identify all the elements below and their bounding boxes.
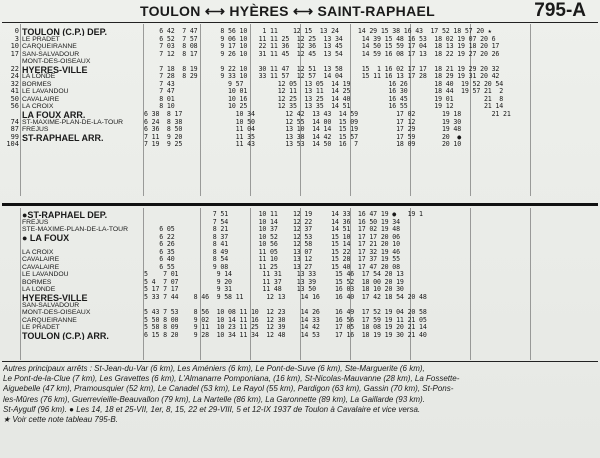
inbound-section xyxy=(0,211,600,339)
footnotes xyxy=(3,364,597,425)
timetable-row xyxy=(0,96,600,104)
departure-times: 8 01 10 16 12 25 13 25 14 40 16 45 19 01 21 8 xyxy=(144,95,504,103)
outbound-section xyxy=(0,28,600,149)
station-name: FRÉJUS xyxy=(22,126,49,134)
station-name: SAN-SALVADOUR xyxy=(22,301,80,309)
timetable-row xyxy=(0,241,600,249)
station-name: LA FOUX ARR. xyxy=(22,111,86,120)
departure-times: 5 33 7 44 8 46 9 58 11 12 13 14 16 16 40 17 42 18 54 20 48 xyxy=(144,294,427,302)
timetable-row xyxy=(0,219,600,227)
departure-times: 6 15 8 20 9 28 10 34 11 34 12 48 14 53 17 16 18 19 19 30 21 40 xyxy=(144,331,427,339)
timetable-row xyxy=(0,81,600,89)
departure-times: 7 19 9 25 11 43 13 53 14 50 16 7 18 09 20 10 xyxy=(144,141,500,149)
footnote-line: Autres principaux arrêts : St-Jean-du-Var (6 km), Les Améniers (6 km), Le Pont-de-Suve (6 km), Ste-Marguerite (6 km), xyxy=(3,364,425,373)
timetable-row xyxy=(0,324,600,332)
station-name: TOULON (C.P.) DÉP. xyxy=(22,28,108,36)
departure-times: 5 7 01 9 14 11 31 13 33 15 46 17 54 20 13 xyxy=(144,271,427,279)
departure-times: 6 40 8 54 11 10 13 12 15 28 17 37 19 55 xyxy=(144,256,423,264)
station-name: BORMES xyxy=(22,278,52,286)
timetable-row xyxy=(0,141,600,149)
top-rule xyxy=(2,22,598,23)
timetable-row xyxy=(0,279,600,287)
station-name: LA CROIX xyxy=(22,248,54,256)
timetable-row xyxy=(0,51,600,59)
footnote-line: Aiguebelle (47 km), Pramousquier (52 km), Le Canadel (53 km), Le Rayol (55 km), Pardigon (63 km), Gassin (70 km), St-Pons- xyxy=(3,384,454,394)
timetable-row xyxy=(0,286,600,294)
km-cell: 24 xyxy=(10,72,19,81)
km-cell: 22 xyxy=(10,64,19,73)
station-name: HYÈRES-VILLE xyxy=(22,65,88,74)
departure-times xyxy=(144,302,596,310)
km-cell: 41 xyxy=(10,87,19,96)
timetable-row xyxy=(0,73,600,81)
departure-times: 6 36 8 50 11 04 13 10 14 14 15 19 17 29 19 48 xyxy=(144,126,500,134)
departure-times: 7 51 10 11 12 19 14 33 16 47 19 ● 19 1 xyxy=(144,211,423,218)
km-cell: 104 xyxy=(6,140,19,149)
station-name: CAVALAIRE xyxy=(22,256,60,264)
timetable-row xyxy=(0,226,600,234)
departure-times: 7 18 8 19 9 22 10 30 11 47 12 51 13 58 15 1 16 02 17 17 18 21 19 29 20 32 xyxy=(144,65,500,73)
departure-times: 5 58 8 09 9 11 10 23 11 25 12 39 14 42 17 05 18 08 19 20 21 14 xyxy=(144,324,427,332)
station-name: ● LA FOUX xyxy=(22,233,70,242)
station-name: CARQUEIRANNE xyxy=(22,43,77,51)
station-name: LA LONDE xyxy=(22,286,56,294)
timetable-row xyxy=(0,332,600,340)
timetable-title: TOULON ⟷ HYÈRES ⟷ SAINT-RAPHAEL xyxy=(140,3,435,19)
timetable-row xyxy=(0,234,600,242)
timetable-row xyxy=(0,126,600,134)
departure-times: 7 54 10 14 12 22 14 36 16 50 19 34 xyxy=(144,218,423,226)
timetable-row xyxy=(0,58,600,66)
station-name: MONT-DES-OISEAUX xyxy=(22,58,91,66)
station-name: CAVALAIRE xyxy=(22,95,60,103)
km-cell: 3 xyxy=(14,34,19,43)
station-name: FRÉJUS xyxy=(22,218,49,226)
footnote-line: ★ Voir cette note tableau 795-B. xyxy=(3,415,118,425)
timetable-row xyxy=(0,211,600,219)
departure-times: 6 55 9 08 11 25 13 27 15 40 17 47 20 08 xyxy=(144,263,423,271)
station-name: LE PRADET xyxy=(22,324,60,332)
station-name: HYÈRES-VILLE xyxy=(22,294,88,303)
km-cell: 10 xyxy=(10,42,19,51)
timetable-row xyxy=(0,43,600,51)
station-name: MONT-DES-OISEAUX xyxy=(22,309,91,317)
departure-times: 6 38 8 17 10 34 12 42 13 43 14 59 17 02 19 18 21 21 xyxy=(144,111,511,119)
timetable-row xyxy=(0,271,600,279)
timetable-row xyxy=(0,36,600,44)
departure-times: 7 47 10 01 12 11 13 11 14 25 16 30 18 44 19 57 21 2 xyxy=(144,88,504,96)
departure-times: 5 50 8 00 9 02 10 14 11 16 12 30 14 33 16 56 17 59 19 11 21 05 xyxy=(144,316,427,324)
km-cell: 17 xyxy=(10,49,19,58)
timetable-row xyxy=(0,88,600,96)
station-name: LA CROIX xyxy=(22,103,54,111)
table-number: 795-A xyxy=(534,0,586,21)
timetable-row xyxy=(0,111,600,119)
km-cell: 0 xyxy=(14,27,19,35)
timetable-row xyxy=(0,256,600,264)
departure-times: 6 05 8 21 10 37 12 37 14 51 17 02 19 48 xyxy=(144,226,423,234)
station-name: SAN-SALVADOUR xyxy=(22,50,80,58)
departure-times: 7 28 8 29 9 33 10 33 11 57 12 57 14 04 15 11 16 13 17 28 18 29 19 31 20 42 xyxy=(144,73,500,81)
footnote-line: Le Pont-de-la-Clue (7 km), Les Gravettes (6 km), L'Almanarre Pomponiana, (16 km), St-Nicolas-Mauvanne (28 km), La Fossette- xyxy=(3,374,460,384)
km-cell: 74 xyxy=(10,117,19,126)
station-name: TOULON (C.P.) ARR. xyxy=(22,331,109,340)
km-cell: 32 xyxy=(10,79,19,88)
footnote-line: St-Aygulf (96 km). ● Les 14, 18 et 25-VII, 1er, 8, 15, 22 et 29-VIII, 5 et 12-IX 1937 de Toulon à Cavalaire et vice versa. xyxy=(3,404,421,414)
station-name: LE PRADET xyxy=(22,35,60,43)
station-name: CARQUEIRANNE xyxy=(22,316,77,324)
timetable-row xyxy=(0,309,600,317)
km-cell: 87 xyxy=(10,125,19,134)
departure-times: 7 11 9 20 11 35 13 38 14 42 15 57 17 59 20 ● xyxy=(144,133,496,141)
km-cell: 50 xyxy=(10,94,19,103)
departure-times: 6 24 8 38 10 50 12 55 14 00 15 09 17 12 19 30 xyxy=(144,118,500,126)
notes-rule xyxy=(2,361,598,362)
timetable-row xyxy=(0,264,600,272)
station-name: BORMES xyxy=(22,80,52,88)
departure-times: 5 43 7 53 8 56 10 08 11 10 12 23 14 26 16 49 17 52 19 04 20 58 xyxy=(144,309,427,317)
timetable-row xyxy=(0,249,600,257)
departure-times: 6 35 8 49 11 05 13 07 15 22 17 32 19 46 xyxy=(144,248,423,256)
departure-times: 7 43 9 57 12 05 13 05 14 19 16 26 18 40 19 52 20 54 xyxy=(144,80,504,88)
station-name: ST-MAXIME-PLAN-DE-LA-TOUR xyxy=(22,118,124,126)
station-name: LE LAVANDOU xyxy=(22,271,69,279)
station-name: ●ST-RAPHAEL DÉP. xyxy=(22,211,108,219)
departure-times: 6 26 8 41 10 56 12 58 15 14 17 21 20 10 xyxy=(144,241,423,249)
timetable-row xyxy=(0,66,600,74)
km-cell: 56 xyxy=(10,102,19,111)
footnote-line: les-Mûres (76 km), Guerrevieille-Beauvallon (79 km), La Nartelle (86 km), La Garonnette (89 km), La Gaillarde (93 km). xyxy=(3,394,425,404)
timetable-row xyxy=(0,317,600,325)
station-name: CAVALAIRE xyxy=(22,263,60,271)
km-cell: 99 xyxy=(10,132,19,141)
timetable-row xyxy=(0,294,600,302)
timetable-row xyxy=(0,119,600,127)
departure-times: 8 10 10 25 12 35 13 35 14 51 16 55 19 12 21 14 xyxy=(144,103,504,111)
station-name: LA LONDE xyxy=(22,73,56,81)
departure-times: 5 4 7 07 9 20 11 37 13 39 15 52 18 00 20 19 xyxy=(144,278,427,286)
departure-times: 7 12 8 17 9 26 10 31 11 45 12 45 13 54 14 59 16 08 17 13 18 22 19 27 20 26 xyxy=(144,50,500,58)
departure-times: 6 22 8 37 10 52 12 53 15 10 17 17 20 06 xyxy=(144,233,423,241)
departure-times: 6 52 7 57 9 06 10 11 11 25 12 25 13 34 14 39 15 48 16 53 18 02 19 07 20 6 xyxy=(144,35,496,43)
station-name: LE LAVANDOU xyxy=(22,88,69,96)
departure-times: 6 42 7 47 8 56 10 1 11 12 15 13 24 14 29 15 38 16 43 17 52 18 57 20 ★ xyxy=(144,28,492,35)
timetable-row xyxy=(0,103,600,111)
timetable-row xyxy=(0,302,600,310)
timetable-row xyxy=(0,134,600,142)
departure-times xyxy=(144,58,596,66)
section-divider xyxy=(2,203,598,206)
departure-times: 7 03 8 08 9 17 10 22 11 36 12 36 13 45 14 50 15 59 17 04 18 13 19 18 20 17 xyxy=(144,43,500,51)
station-name: STE-MAXIME-PLAN-DE-LA-TOUR xyxy=(22,226,128,234)
departure-times: 5 17 7 17 9 31 11 48 13 50 16 03 18 10 20 30 xyxy=(144,286,427,294)
station-name: ST-RAPHAEL ARR. xyxy=(22,133,104,142)
timetable-row xyxy=(0,28,600,36)
